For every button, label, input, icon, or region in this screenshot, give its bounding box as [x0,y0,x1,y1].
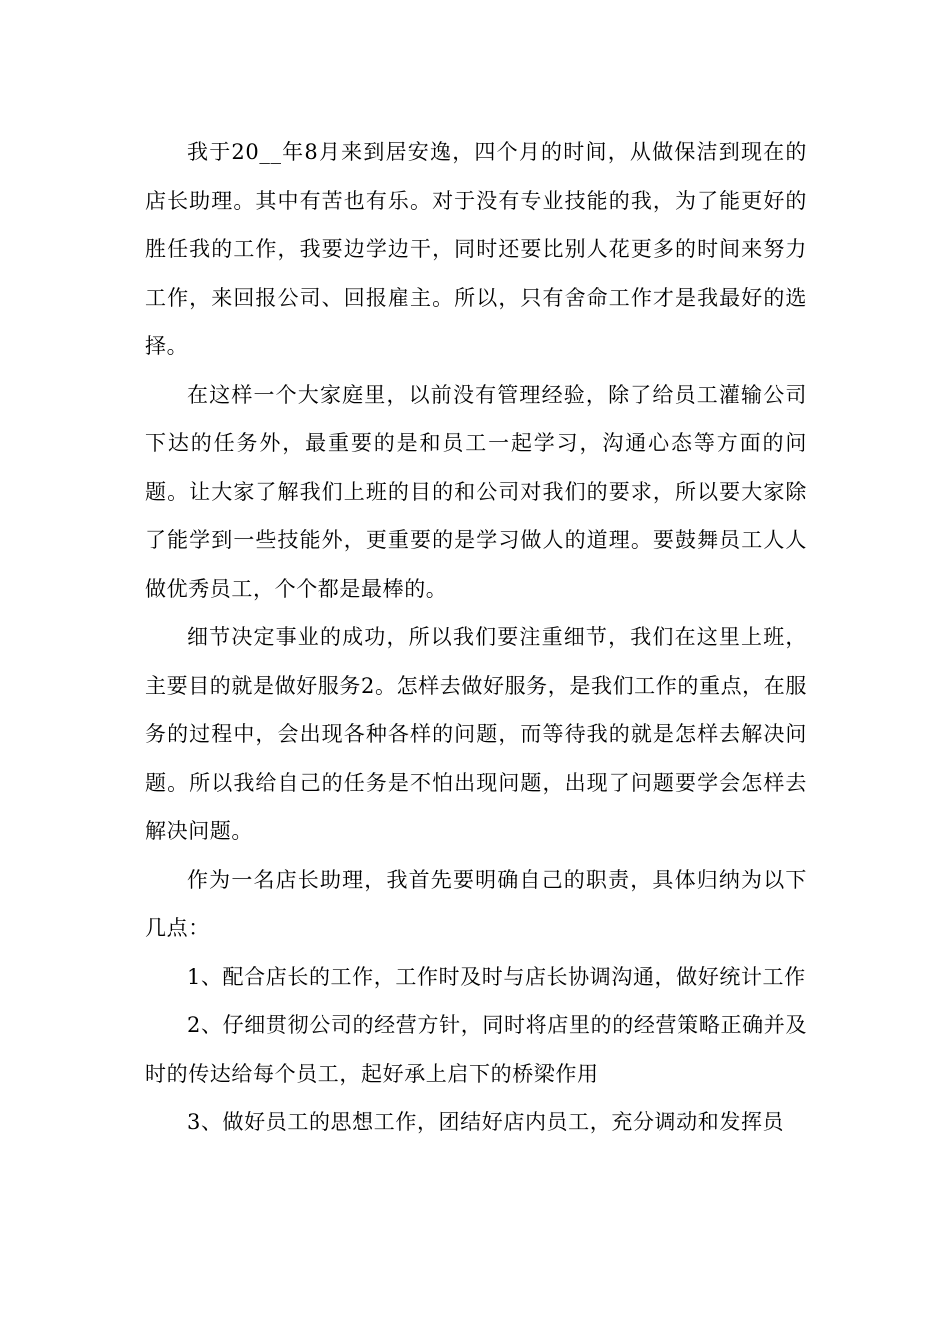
duty-item-3: 3、做好员工的思想工作，团结好店内员工，充分调动和发挥员 [187,1110,785,1134]
paragraph-team: 在这样一个大家庭里，以前没有管理经验，除了给员工灌输公司下达的任务外，最重要的是和员工一起学习，沟通心态等方面的问题。让大家了解我们上班的目的和公司对我们的要求，所以要大家除了能学到一些技能外，更重要的是学习做人的道理。要鼓舞员工人人做优秀员工，个个都是最棒的。 [145,382,807,601]
paragraph-details: 细节决定事业的成功，所以我们要注重细节，我们在这里上班，主要目的就是做好服务2。怎样去做好服务，是我们工作的重点，在服务的过程中，会出现各种各样的问题，而等待我的就是怎样去解决问题。所以我给自己的任务是不怕出现问题，出现了问题要学会怎样去解决问题。 [145,625,807,843]
paragraph-duties-intro: 作为一名店长助理，我首先要明确自己的职责，具体归纳为以下几点： [145,867,807,940]
paragraph-intro: 我于20__年8月来到居安逸，四个月的时间，从做保洁到现在的店长助理。其中有苦也有乐。对于没有专业技能的我，为了能更好的胜任我的工作，我要边学边干，同时还要比别人花更多的时间来努力工作，来回报公司、回报雇主。所以，只有舍命工作才是我最好的选择。 [145,140,807,358]
duty-item-2: 2、仔细贯彻公司的经营方针，同时将店里的的经营策略正确并及时的传达给每个员工，起好承上启下的桥梁作用 [145,1013,807,1086]
duty-item-1: 1、配合店长的工作，工作时及时与店长协调沟通，做好统计工作 [187,964,806,989]
document-body [145,128,807,1147]
